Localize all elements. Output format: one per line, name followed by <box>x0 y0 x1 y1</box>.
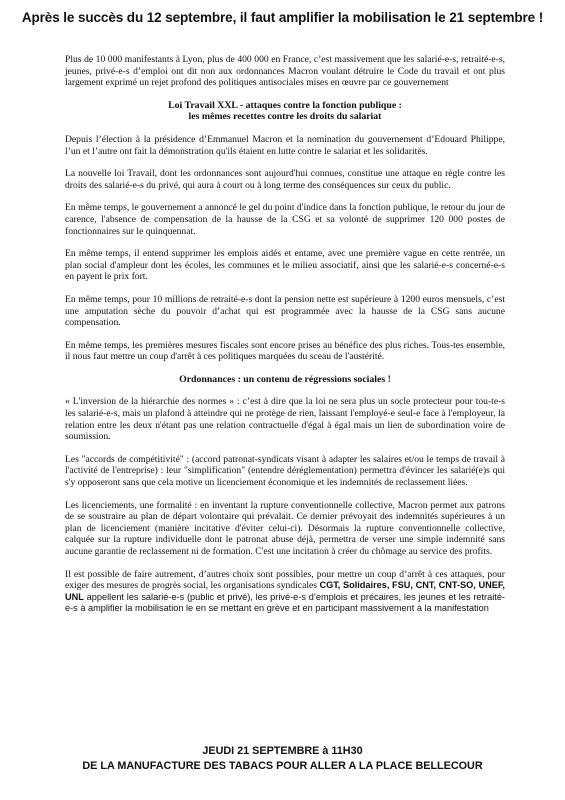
closing-start: Il est possible de faire autrement, d’autres choix sont possibles, pour mettre un coup d’arrêt à ces attaques, pour exiger des mesures de progrès social, les organisations syndicales <box>65 568 505 592</box>
closing-call: appellent les salarié-e-s (public et privé), les privé-e-s d’emplois et précaires, les jeunes et les retraité-e-s à amplifier la mobilisation le en se mettant en grève et en participant massivement à la manifestation <box>65 591 505 614</box>
section1-paragraph: La nouvelle loi Travail, dont les ordonnances sont aujourd'hui connues, constitue une attaque en règle contre les droits des salarié-e-s du privé, qui aura à court ou à long terme des conséquences sur ceux du public. <box>65 168 505 191</box>
section2-paragraph: Les "accords de compétitivité" : (accord patronat-syndicats visant à adapter les salaires et/ou le temps de travail à l'activité de l'entreprise) : leur "simplification" (entendre déréglementation) permettra d'évincer les salarié(e)s qui s'y opposeront sans que cela motive un licenciement économique et les indemnités de reclassement liées. <box>65 453 505 489</box>
section1-paragraph: Depuis l’élection à la présidence d’Emmanuel Macron et la nomination du gouvernement d’Edouard Philippe, l’un et l’autre ont fait la démonstration qu'ils étaient en lutte contre le salariat et les solidarités. <box>65 133 505 157</box>
section1-heading <box>65 100 505 123</box>
closing-organisations: CGT, Solidaires, FSU, CNT, CNT-SO, UNEF, UNL <box>65 580 505 602</box>
section2-paragraph: Les licenciements, une formalité : en inventant la rupture conventionnelle collective, Macron permet aux patrons de se soustraire au plan de départ volontaire qui prévalait. Ce dernier prévoyait des indemnités supérieures à un plan de licenciement (manière incitative d'éviter celui-ci). Désormais la rupture conventionnelle collective, calquée sur la rupture individuelle dont le patronat abuse déjà, permettra de verser une simple indemnité sans aucune garantie de reclassement ni de formation. C'est une incitation à créer du chômage au service des profits. <box>65 499 505 557</box>
event-route: DE LA MANUFACTURE DES TABACS POUR ALLER A LA PLACE BELLECOUR <box>82 760 483 772</box>
section1-heading-line1: Loi Travail XXL - attaques contre la fonction publique : <box>168 99 402 111</box>
intro-paragraph: Plus de 10 000 manifestants à Lyon, plus de 400 000 en France, c’est massivement que les salarié-e-s, retraité-e-s, jeunes, privé-e-s d’emploi ont dit non aux ordonnances Macron voulant détruire le Code du travail et ont plus largement exprimé un rejet profond des politiques antisociales mises en œuvre par ce gouvernement <box>65 54 505 89</box>
closing-paragraph <box>65 569 505 615</box>
section1-paragraph: En même temps, les premières mesures fiscales sont encore prises au bénéfice des plus riches. Tous-tes ensemble, il nous faut mettre un coup d'arrêt à ces politiques marquées du sceau de l'austérité. <box>65 339 505 363</box>
section1-paragraph: En même temps, il entend supprimer les emplois aidés et entame, avec une première vague en cette rentrée, un plan social d'ampleur dont les écoles, les communes et le milieu associatif, ainsi que les salarié-e-s concerné-e-s en payent le prix fort. <box>65 248 505 283</box>
event-details <box>0 744 565 774</box>
section2-paragraph: « L'inversion de la hiérarchie des normes » : c’est à dire que la loi ne sera plus un socle protecteur pour tou-te-s les salarié-e-s, mais un plafond à atteindre qui ne protège de rien, laissant l'employé-e seul-e face à l'employeur, la relation entre les deux n'étant pas une relation contractuelle d'égal à égal mais un lien de subordination voire de soumission. <box>65 396 505 443</box>
leaflet-body <box>65 54 505 626</box>
section1-paragraph: En même temps, le gouvernement a annoncé le gel du point d'indice dans la fonction publique, le retour du jour de carence, l'absence de compensation de la hausse de la CSG et sa volonté de supprimer 120 000 postes de fonctionnaires sur le quinquennat. <box>65 202 505 237</box>
event-date-time: JEUDI 21 SEPTEMBRE à 11H30 <box>202 745 363 757</box>
section1-heading-line2: les mêmes recettes contre les droits du salariat <box>188 111 382 123</box>
section1-paragraph: En même temps, pour 10 millions de retraité-e-s dont la pension nette est supérieure à 1200 euros mensuels, c’est une amputation sèche du pouvoir d’achat qui est programmée avec la hausse de la CSG sans aucune compensation. <box>65 293 505 329</box>
section2-heading: Ordonnances : un contenu de régressions sociales ! <box>179 373 391 385</box>
leaflet-title: Après le succès du 12 septembre, il faut amplifier la mobilisation le 21 septembre ! <box>21 10 544 25</box>
